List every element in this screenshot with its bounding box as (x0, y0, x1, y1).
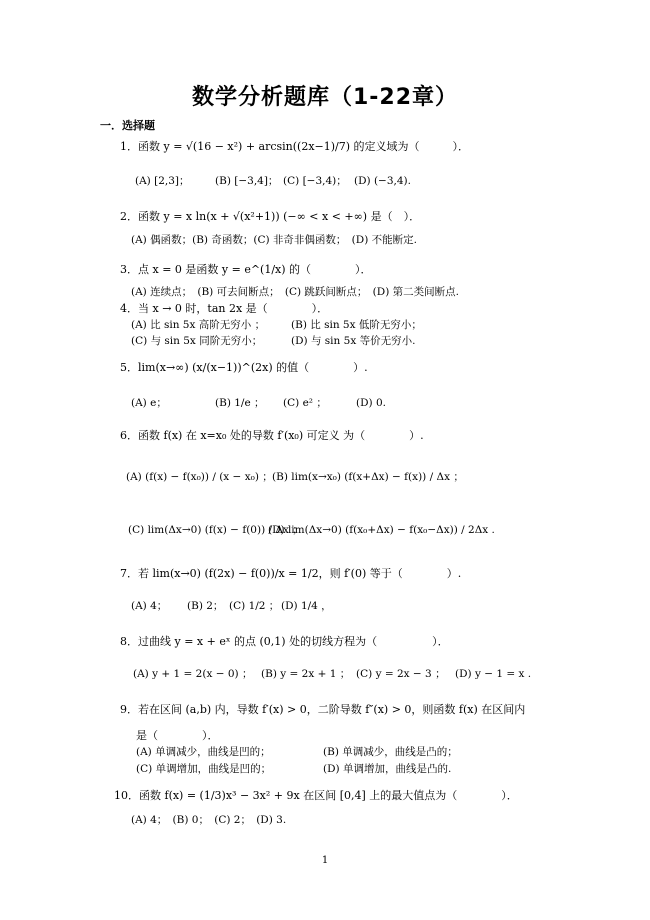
q5-option-c: (C) e² ； (283, 397, 327, 409)
q5-option-a: (A) e； (131, 397, 167, 409)
q1-option-d: (D) (−3,4). (354, 175, 411, 187)
q9-option-c: (C) 单调增加，曲线是凹的； (136, 763, 272, 775)
q9-option-a: (A) 单调减少，曲线是凹的； (136, 746, 271, 758)
q7-option-d: (D) 1/4 ， (281, 600, 332, 612)
q4-option-d: (D) 与 sin 5x 等价无穷小. (291, 335, 416, 347)
q10-options: (A) 4； (B) 0； (C) 2； (D) 3. (131, 814, 287, 826)
q1-option-c: (C) [−3,4)； (283, 175, 347, 187)
question-6-stem: 6．函数 f(x) 在 x=x₀ 处的导数 f′(x₀) 可定义 为（ ）. (120, 429, 424, 442)
q5-option-b: (B) 1/e ； (215, 397, 265, 409)
q7-option-a: (A) 4； (131, 600, 168, 612)
q8-option-a: (A) y + 1 = 2(x − 0) ； (133, 668, 253, 680)
q9-option-d: (D) 单调增加，曲线是凸的. (323, 763, 452, 775)
question-8-stem: 8．过曲线 y = x + eˣ 的点 (0,1) 处的切线方程为（ ）． (120, 635, 449, 648)
q6-option-a: (A) (f(x) − f(x₀)) / (x − x₀) ； (126, 471, 273, 483)
page-title: 数学分析题库（1-22章） (191, 85, 459, 110)
q4-option-c: (C) 与 sin 5x 同阶无穷小； (131, 335, 263, 347)
q3-options: (A) 连续点； (B) 可去间断点； (C) 跳跃间断点； (D) 第二类间断点. (131, 286, 459, 298)
q8-option-b: (B) y = 2x + 1 ； (261, 668, 351, 680)
question-7-stem: 7．若 lim(x→0) (f(2x) − f(0))/x = 1/2，则 f′(0) 等于（ ）. (120, 567, 462, 580)
q8-option-c: (C) y = 2x − 3 ； (356, 668, 446, 680)
q2-options: (A) 偶函数；(B) 奇函数；(C) 非奇非偶函数； (D) 不能断定. (131, 234, 417, 246)
question-2-stem: 2．函数 y = x ln(x + √(x²+1)) (−∞ < x < +∞) 是（ ）． (120, 210, 421, 223)
question-3-stem: 3．点 x = 0 是函数 y = e^(1/x) 的（ ）． (120, 263, 372, 276)
question-10-stem: 10．函数 f(x) = (1/3)x³ − 3x² + 9x 在区间 [0,4] 上的最大值点为（ ）． (114, 789, 518, 802)
question-5-stem: 5．lim(x→∞) (x/(x−1))^(2x) 的值（ ）. (120, 361, 368, 374)
q5-option-d: (D) 0. (356, 397, 386, 409)
q1-option-a: (A) [2,3]； (135, 175, 190, 187)
section-heading: 一．选择题 (100, 119, 155, 132)
question-4-stem: 4．当 x → 0 时，tan 2x 是（ ）． (120, 302, 329, 315)
q6-option-c: (C) lim(Δx→0) (f(x) − f(0)) / Δx ； (128, 524, 303, 536)
q4-option-a: (A) 比 sin 5x 高阶无穷小 ； (131, 319, 266, 331)
q9-option-b: (B) 单调减少，曲线是凸的； (323, 746, 458, 758)
q7-option-b: (B) 2； (187, 600, 224, 612)
question-9-stem: 9．若在区间 (a,b) 内，导数 f′(x) > 0，二阶导数 f″(x) > 0，则函数 f(x) 在区间内 (120, 703, 526, 716)
q1-option-b: (B) [−3,4]； (215, 175, 279, 187)
q8-option-d: (D) y − 1 = x . (455, 668, 532, 680)
q4-option-b: (B) 比 sin 5x 低阶无穷小； (291, 319, 422, 331)
page-number: 1 (321, 855, 329, 866)
q6-option-d: (D) lim(Δx→0) (f(x₀+Δx) − f(x₀−Δx)) / 2Δx . (268, 524, 495, 536)
question-1-stem: 1．函数 y = √(16 − x²) + arcsin((2x−1)/7) 的定义域为（ ）． (120, 140, 470, 153)
q6-option-b: (B) lim(x→x₀) (f(x+Δx) − f(x)) / Δx ； (272, 471, 464, 483)
q7-option-c: (C) 1/2 ； (229, 600, 280, 612)
question-9-stem-cont: 是（ ）． (136, 729, 219, 742)
